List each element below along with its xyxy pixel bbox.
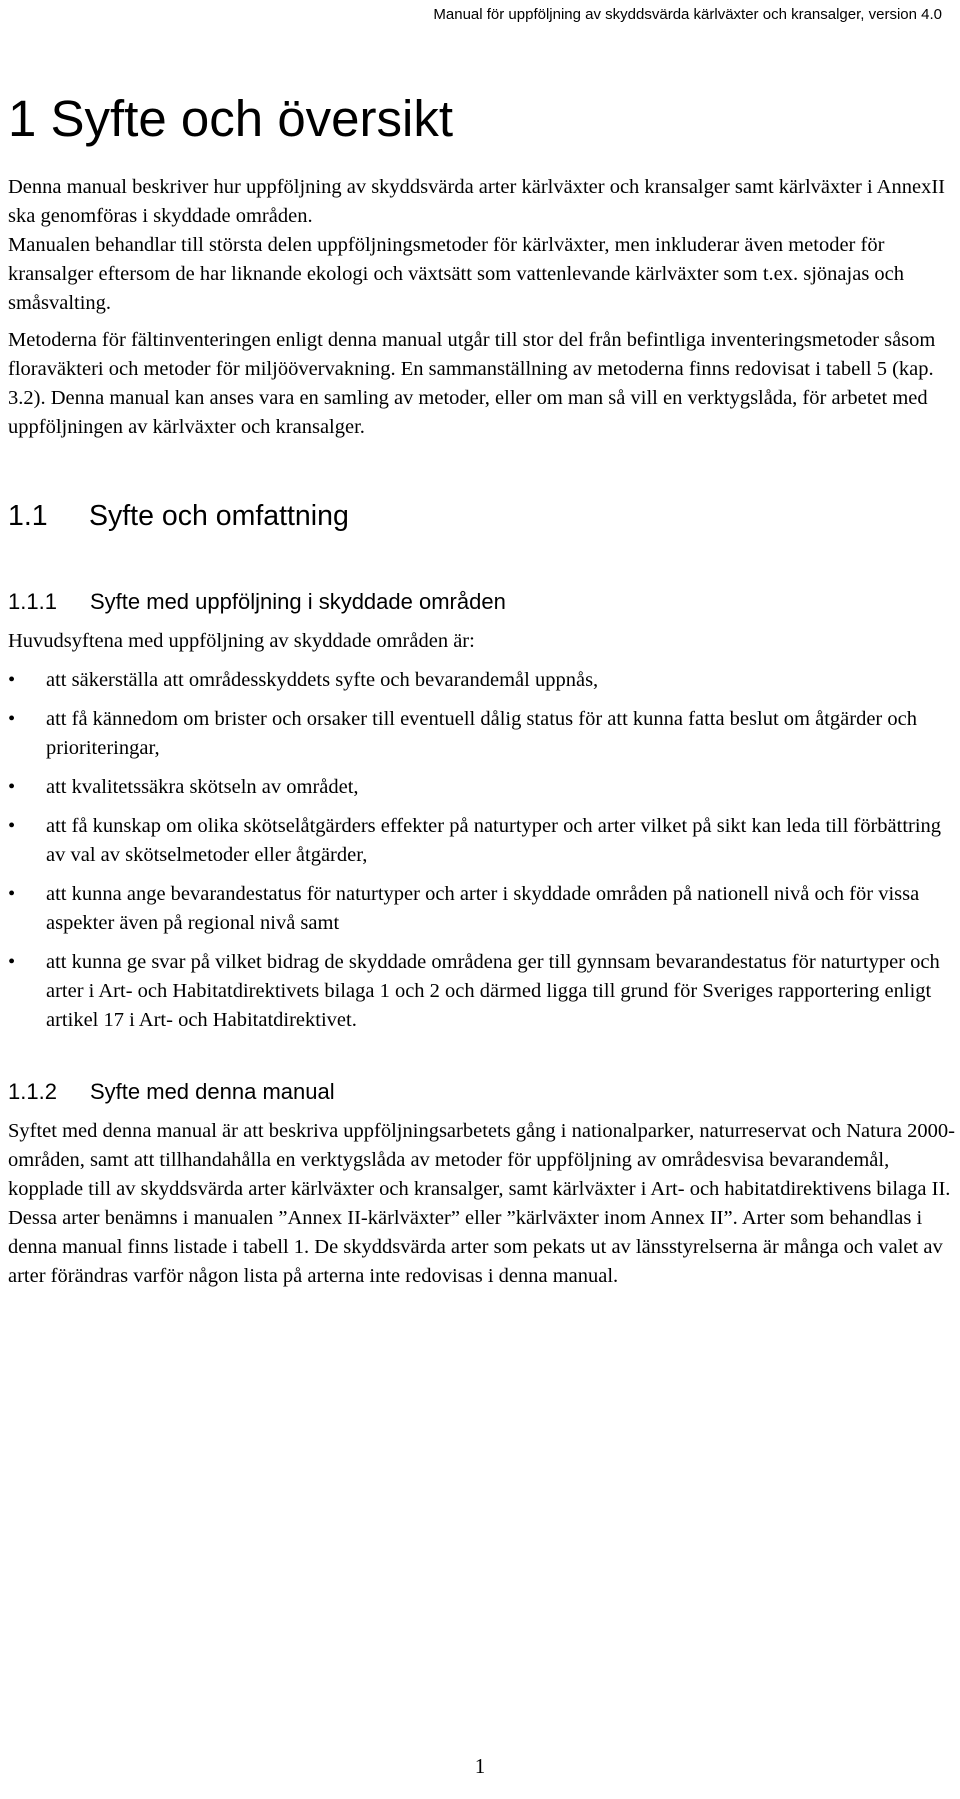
section-title: Syfte och omfattning <box>89 500 349 533</box>
bullet-icon: • <box>8 951 16 974</box>
list-item <box>8 812 956 870</box>
chapter-heading: 1 Syfte och översikt <box>8 90 454 147</box>
manual-purpose-paragraph: Syftet med denna manual är att beskriva uppföljningsarbetets gång i nationalparker, naturreservat och Natura 2000-områden, samt att tillhandahålla en verktygslåda av metoder för uppföljning av områdesvisa bevarandemål, kopplade till av skyddsvärda arter kärlväxter och kransalger, samt kärlväxter i Art- och habitatdirektivens bilaga II. Dessa arter benämns i manualen ”Annex II-kärlväxter” eller ”kärlväxter inom Annex II”. Arter som behandlas i denna manual finns listade i tabell 1. De skyddsvärda arter som pekats ut av länsstyrelserna är många och valet av arter förändras varför någon lista på arterna inte redovisas i denna manual. <box>8 1120 955 1288</box>
page-content <box>8 88 956 1299</box>
bullet-icon: • <box>8 883 16 906</box>
list-item <box>8 666 956 695</box>
bullet-icon: • <box>8 669 16 692</box>
purpose-list <box>8 666 956 1035</box>
list-item <box>8 948 956 1035</box>
list-item <box>8 880 956 938</box>
list-item <box>8 773 956 802</box>
list-item-text: att säkerställa att områdesskyddets syfte och bevarandemål uppnås, <box>46 669 599 692</box>
bullet-icon: • <box>8 708 16 731</box>
intro-paragraph-1: Denna manual beskriver hur uppföljning av skyddsvärda arter kärlväxter och kransalger samt kärlväxter i AnnexII ska genomföras i skyddade områden. <box>8 176 945 228</box>
subsection-number: 1.1.1 <box>8 589 57 615</box>
list-item <box>8 705 956 763</box>
intro-paragraph-3: Metoderna för fältinventeringen enligt denna manual utgår till stor del från befintliga inventeringsmetoder såsom floraväkteri och metoder för miljöövervakning. En sammanställning av metoderna finns redovisat i tabell 5 (kap. 3.2). Denna manual kan anses vara en samling av metoder, eller om man så vill en verktygslåda, för arbetet med uppföljningen av kärlväxter och kransalger. <box>8 329 936 439</box>
page-number: 1 <box>474 1754 486 1778</box>
purpose-intro: Huvudsyftena med uppföljning av skyddade områden är: <box>8 630 475 653</box>
list-item-text: att få kunskap om olika skötselåtgärders effekter på naturtyper och arter vilket på sikt kan leda till förbättring av val av skötselmetoder eller åtgärder, <box>46 815 942 867</box>
subsection-title: Syfte med uppföljning i skyddade områden <box>90 589 506 615</box>
section-heading-1-1 <box>8 500 956 533</box>
list-item-text: att kvalitetssäkra skötseln av området, <box>46 776 359 799</box>
subsection-title: Syfte med denna manual <box>90 1079 335 1105</box>
intro-paragraph-2: Manualen behandlar till största delen uppföljningsmetoder för kärlväxter, men inkluderar även metoder för kransalger eftersom de har liknande ekologi och växtsätt som vattenlevande kärlväxter som t.ex. sjönajas och småsvalting. <box>8 234 905 315</box>
subsection-heading-1-1-2 <box>8 1079 956 1105</box>
subsection-number: 1.1.2 <box>8 1079 57 1105</box>
bullet-icon: • <box>8 815 16 838</box>
running-header: Manual för uppföljning av skyddsvärda kärlväxter och kransalger, version 4.0 <box>433 6 942 23</box>
bullet-icon: • <box>8 776 16 799</box>
list-item-text: att kunna ge svar på vilket bidrag de skyddade områdena ger till gynnsam bevarandestatus för naturtyper och arter i Art- och Habitatdirektivets bilaga 1 och 2 och därmed ligga till grund för Sveriges rapportering enligt artikel 17 i Art- och Habitatdirektivet. <box>46 951 940 1032</box>
list-item-text: att kunna ange bevarandestatus för naturtyper och arter i skyddade områden på nationell nivå och för vissa aspekter även på regional nivå samt <box>46 883 920 935</box>
subsection-heading-1-1-1 <box>8 589 956 615</box>
section-number: 1.1 <box>8 500 48 533</box>
list-item-text: att få kännedom om brister och orsaker till eventuell dålig status för att kunna fatta beslut om åtgärder och prioriteringar, <box>46 708 917 760</box>
